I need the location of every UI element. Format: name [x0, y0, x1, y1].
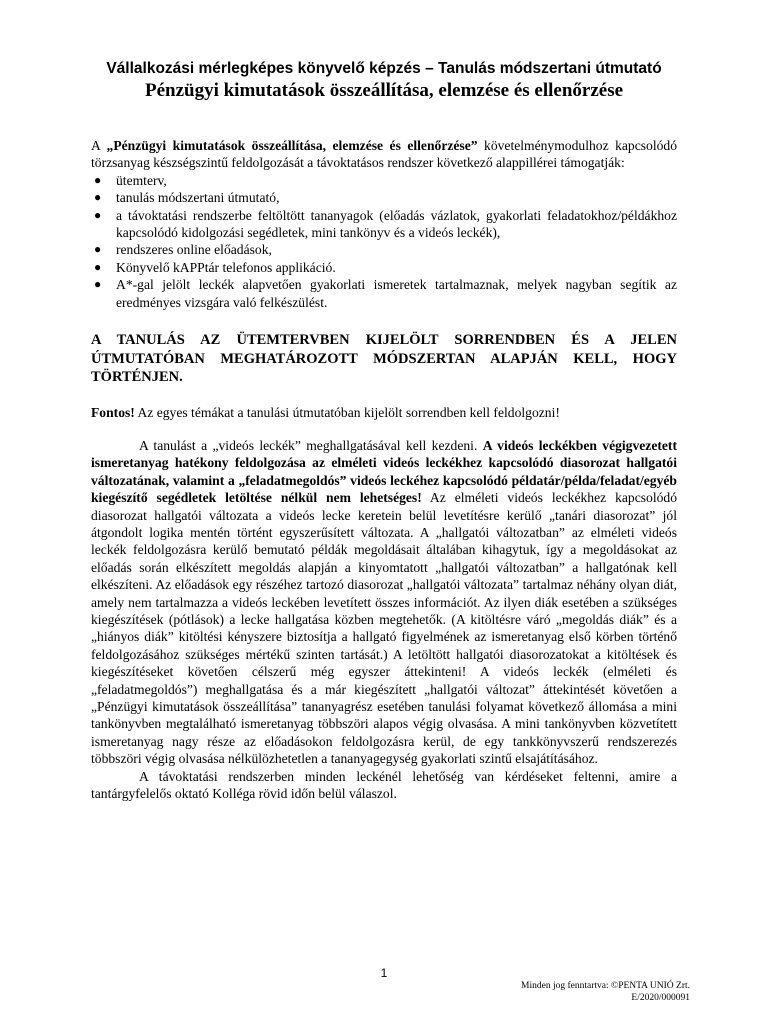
- bullet-icon: ●: [94, 207, 102, 222]
- page-number: 1: [380, 966, 388, 980]
- module-name: „Pénzügyi kimutatások összeállítása, elemzése és ellenőrzése”: [106, 138, 478, 153]
- important-label: Fontos!: [91, 404, 135, 420]
- important-note: [91, 404, 677, 421]
- main-paragraph: [91, 437, 677, 768]
- main-paragraph-start: A tanulást a „videós leckék” meghallgatásával kell kezdeni.: [139, 437, 483, 453]
- intro-rest: követelménymodulhoz kapcsolódó törzsanyag készségszintű feldolgozását a távoktatásos rendszer következő alappillérei támogatják:: [91, 138, 677, 171]
- closing-paragraph: A távoktatási rendszerben minden leckénél lehetőség van kérdéseket feltenni, amire a tantárgyfelelős oktató Kolléga rövid időn belül válaszol.: [91, 768, 677, 802]
- list-item-text: Könyvelő kAPPtár telefonos applikáció.: [116, 259, 336, 275]
- list-item-text: a távoktatási rendszerbe feltöltött tananyagok (előadás vázlatok, gyakorlati feladatokhoz/példákhoz kapcsolódó kidolgozási segédletek, mini tankönyv és a videós leckék),: [116, 207, 677, 241]
- list-item: [91, 189, 677, 206]
- list-item: [91, 241, 677, 258]
- intro-paragraph: [91, 137, 677, 172]
- copyright-notice: Minden jog fenntartva: ©PENTA UNIÓ Zrt.: [521, 981, 690, 991]
- list-item-text: ütemterv,: [116, 172, 167, 188]
- document-body: [91, 137, 677, 803]
- important-text: Az egyes témákat a tanulási útmutatóban kijelölt sorrendben kell feldolgozni!: [134, 404, 560, 420]
- list-item: [91, 276, 677, 311]
- bullet-icon: ●: [94, 172, 102, 187]
- pillars-list: [91, 172, 677, 311]
- footer: [521, 980, 690, 1004]
- bullet-icon: ●: [94, 277, 102, 292]
- document-header-title: Vállalkozási mérlegképes könyvelő képzés – Tanulás módszertani útmutató: [106, 60, 662, 77]
- document-code: E/2020/000091: [631, 993, 690, 1003]
- list-item-text: A*-gal jelölt leckék alapvetően gyakorlati ismeretek tartalmaznak, melyek nagyban segítik az eredményes vizsgára való felkészülést.: [116, 277, 677, 310]
- bullet-icon: ●: [94, 190, 102, 205]
- bullet-icon: ●: [94, 242, 102, 257]
- main-paragraph-rest: Az elméleti videós leckékhez kapcsolódó diasorozat hallgatói változata a videós lecke keretein belül levetítésre kerülő „tanári diasorozat” jól átgondolt logika mentén történt egyszerűsített változata. A „hallgatói változatban” az elméleti videós leckék feldolgozásra kerülő bemutató példák megoldásait általában kihagytuk, így a megoldásokat az előadás során elkészített megoldás alapján a kinyomtatott „hallgatói változatban” a hallgatónak kell elkészíteni. Az előadások egy részéhez tartozó diasorozat „hallgatói változata” tartalmaz néhány olyan diát, amely nem tartalmazza a videós leckében levetített összes információt. Az ilyen diák esetében a szükséges kiegészítések (pótlások) a lecke hallgatása közben megtehetők. (A kitöltésre váró „megoldás diák” és a „hiányos diák” kitöltési kényszere biztosítja a hallgató figyelmének az ismeretanyag első körben történő feldolgozásához szükséges mértékű szinten tartását.) A letöltött hallgatói diasorozatokat a kitöltések és kiegészítéseket követően célszerű még egyszer áttekinteni! A videós leckék (elméleti és „feladatmegoldós”) meghallgatása és a már kiegészített „hallgatói változat” áttekintését követően a „Pénzügyi kimutatások összeállítása” tananyagrész esetében tanulási folyamat következő állomása a mini tankönyvben megtalálható ismeretanyag többszöri alapos végig olvasása. A mini tankönyvben közvetített ismeretanyag nagy része az előadásokon feldolgozásra kerül, de egy tankkönyvszerű rendszerezés többszöri végig olvasása nélkülözhetetlen a tananyagegység gyakorlati szintű elsajátításához.: [91, 490, 677, 767]
- list-item: [91, 259, 677, 276]
- list-item-text: rendszeres online előadások,: [116, 242, 272, 258]
- caps-notice: A TANULÁS AZ ÜTEMTERVBEN KIJELÖLT SORRENDBEN ÉS A JELEN ÚTMUTATÓBAN MEGHATÁROZOTT MÓDSZERTAN ALAPJÁN KELL, HOGY TÖRTÉNJEN.: [91, 332, 677, 386]
- document-subtitle: Pénzügyi kimutatások összeállítása, elemzése és ellenőrzése: [144, 80, 624, 101]
- list-item-text: tanulás módszertani útmutató,: [116, 190, 280, 206]
- main-paragraph-bold: A videós leckékben végigvezetett ismeretanyag hatékony feldolgozása az elméleti videós leckékhez kapcsolódó diasorozat hallgatói változatának, valamint a „feladatmegoldós” videós leckéhez kapcsolódó példatár/példa/feladat/egyéb kiegészítő segédletek letöltése nélkül nem lehetséges!: [91, 437, 677, 506]
- bullet-icon: ●: [94, 259, 102, 274]
- list-item: [91, 172, 677, 189]
- intro-prefix: A: [91, 138, 107, 153]
- list-item: [91, 207, 677, 242]
